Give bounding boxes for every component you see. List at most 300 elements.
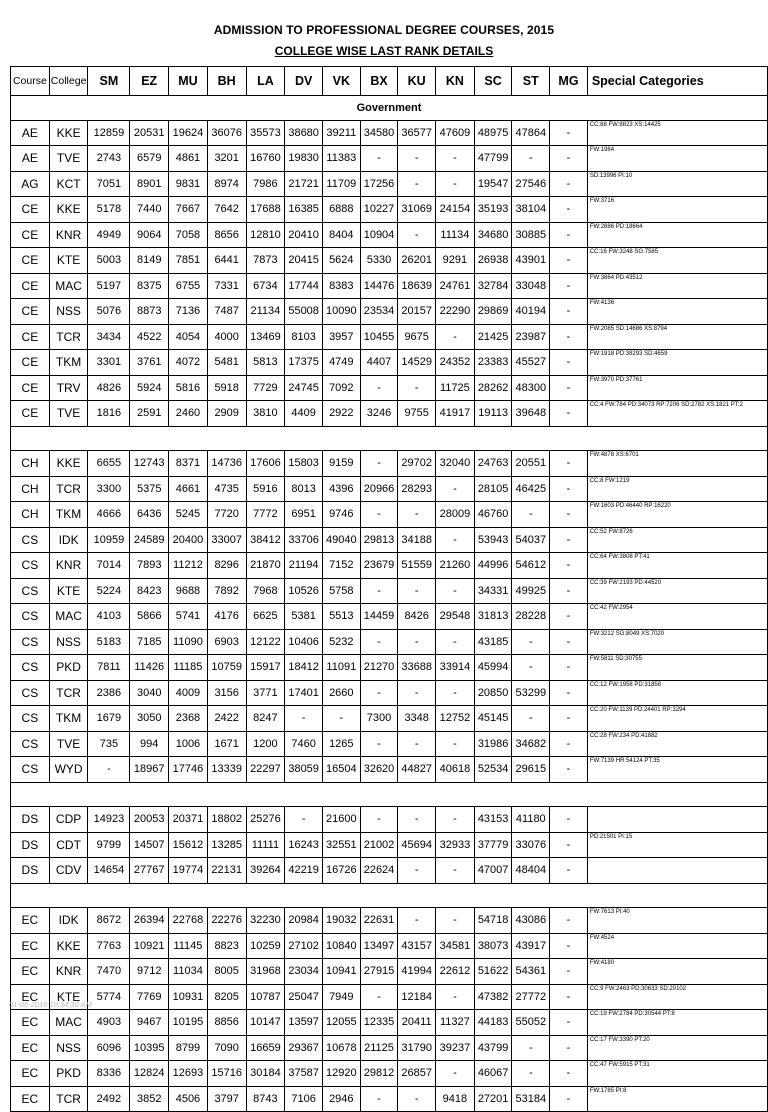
cell-vk: 19032 bbox=[322, 908, 360, 934]
cell-mu: 9688 bbox=[169, 578, 208, 604]
cell-sc: 24763 bbox=[474, 451, 512, 477]
cell-bx: 21002 bbox=[360, 832, 398, 858]
cell-dv: 29367 bbox=[285, 1035, 323, 1061]
cell-course: EC bbox=[11, 908, 50, 934]
cell-st: - bbox=[512, 146, 550, 172]
cell-sc: 38073 bbox=[474, 933, 512, 959]
table-row bbox=[11, 984, 768, 1010]
cell-vk: 2922 bbox=[322, 401, 360, 427]
cell-ku: 33688 bbox=[398, 655, 436, 681]
table-row bbox=[11, 807, 768, 833]
header-ez: EZ bbox=[130, 67, 169, 96]
header-la: LA bbox=[246, 67, 285, 96]
cell-kn: - bbox=[436, 171, 475, 197]
cell-special-categories: CC:52 FW:8726 bbox=[587, 527, 767, 553]
cell-ez: 7185 bbox=[130, 629, 169, 655]
cell-course: DS bbox=[11, 858, 50, 884]
cell-mu: 2368 bbox=[169, 706, 208, 732]
cell-bx: - bbox=[360, 375, 398, 401]
cell-sm: 7051 bbox=[88, 171, 130, 197]
table-row bbox=[11, 655, 768, 681]
cell-sc: 35193 bbox=[474, 197, 512, 223]
cell-college: TVE bbox=[49, 146, 88, 172]
cell-bh: 10759 bbox=[207, 655, 246, 681]
cell-sm: 5183 bbox=[88, 629, 130, 655]
cell-dv: 55008 bbox=[285, 299, 323, 325]
cell-special-categories: FW:7139 HR:54124 PT:35 bbox=[587, 757, 767, 783]
table-row bbox=[11, 706, 768, 732]
cell-mg: - bbox=[550, 527, 588, 553]
document-subtitle: COLLEGE WISE LAST RANK DETAILS bbox=[274, 44, 494, 58]
cell-ku: 36577 bbox=[398, 120, 436, 146]
cell-mu: 5245 bbox=[169, 502, 208, 528]
cell-ez: 20531 bbox=[130, 120, 169, 146]
cell-mu: 7058 bbox=[169, 222, 208, 248]
cell-ez: 7893 bbox=[130, 553, 169, 579]
cell-course: CS bbox=[11, 731, 50, 757]
cell-dv: 8103 bbox=[285, 324, 323, 350]
table-row bbox=[11, 832, 768, 858]
cell-college: NSS bbox=[49, 299, 88, 325]
cell-ku: 26857 bbox=[398, 1061, 436, 1087]
cell-mu: 4661 bbox=[169, 476, 208, 502]
cell-bx: - bbox=[360, 146, 398, 172]
cell-st: 23987 bbox=[512, 324, 550, 350]
cell-sm: 6655 bbox=[88, 451, 130, 477]
cell-vk: 5624 bbox=[322, 248, 360, 274]
cell-kn: 22612 bbox=[436, 959, 475, 985]
cell-bh: 3156 bbox=[207, 680, 246, 706]
cell-kn: - bbox=[436, 984, 475, 1010]
cell-ku: - bbox=[398, 858, 436, 884]
cell-college: TRV bbox=[49, 375, 88, 401]
cell-sc: 47007 bbox=[474, 858, 512, 884]
cell-dv: 21721 bbox=[285, 171, 323, 197]
header-sc: SC bbox=[474, 67, 512, 96]
cell-ez: 14507 bbox=[130, 832, 169, 858]
cell-ez: 5866 bbox=[130, 604, 169, 630]
cell-sm: 5224 bbox=[88, 578, 130, 604]
cell-ku: - bbox=[398, 502, 436, 528]
cell-bx: - bbox=[360, 1086, 398, 1112]
cell-la: 7968 bbox=[246, 578, 285, 604]
table-row bbox=[11, 451, 768, 477]
cell-ku: 9675 bbox=[398, 324, 436, 350]
cell-ez: 8901 bbox=[130, 171, 169, 197]
cell-ez: 9712 bbox=[130, 959, 169, 985]
cell-special-categories: CC:28 FW:234 PD:41882 bbox=[587, 731, 767, 757]
cell-la: 12122 bbox=[246, 629, 285, 655]
cell-kn: 9291 bbox=[436, 248, 475, 274]
cell-special-categories: FW:1603 PD:46440 RP:16220 bbox=[587, 502, 767, 528]
cell-course: DS bbox=[11, 832, 50, 858]
cell-bh: 33007 bbox=[207, 527, 246, 553]
cell-mg: - bbox=[550, 629, 588, 655]
cell-bx: 21270 bbox=[360, 655, 398, 681]
cell-bx: - bbox=[360, 502, 398, 528]
cell-bx: - bbox=[360, 807, 398, 833]
cell-la: 12810 bbox=[246, 222, 285, 248]
cell-sc: 45145 bbox=[474, 706, 512, 732]
cell-dv: 17375 bbox=[285, 350, 323, 376]
cell-special-categories: CC:42 FW:2954 bbox=[587, 604, 767, 630]
cell-bh: 7331 bbox=[207, 273, 246, 299]
cell-la: 7986 bbox=[246, 171, 285, 197]
cell-st: 49925 bbox=[512, 578, 550, 604]
cell-sm: 1816 bbox=[88, 401, 130, 427]
cell-sc: 32784 bbox=[474, 273, 512, 299]
cell-bh: 5918 bbox=[207, 375, 246, 401]
cell-dv: 19830 bbox=[285, 146, 323, 172]
cell-ku: 34188 bbox=[398, 527, 436, 553]
cell-bh: 8656 bbox=[207, 222, 246, 248]
cell-dv: 8013 bbox=[285, 476, 323, 502]
cell-st: 27546 bbox=[512, 171, 550, 197]
cell-mu: 7667 bbox=[169, 197, 208, 223]
cell-college: TKM bbox=[49, 502, 88, 528]
cell-kn: 28009 bbox=[436, 502, 475, 528]
cell-ku: - bbox=[398, 908, 436, 934]
cell-dv: 7106 bbox=[285, 1086, 323, 1112]
cell-college: KKE bbox=[49, 933, 88, 959]
cell-college: KTE bbox=[49, 984, 88, 1010]
cell-sc: 48975 bbox=[474, 120, 512, 146]
cell-la: 35573 bbox=[246, 120, 285, 146]
cell-course: CS bbox=[11, 757, 50, 783]
cell-mg: - bbox=[550, 476, 588, 502]
cell-special-categories: CC:8 FW:1219 bbox=[587, 476, 767, 502]
cell-kn: 11327 bbox=[436, 1010, 475, 1036]
cell-bx: - bbox=[360, 629, 398, 655]
cell-vk: 12920 bbox=[322, 1061, 360, 1087]
cell-sc: 34680 bbox=[474, 222, 512, 248]
cell-college: TCR bbox=[49, 324, 88, 350]
cell-ku: 41994 bbox=[398, 959, 436, 985]
cell-kn: 11725 bbox=[436, 375, 475, 401]
cell-ez: 10395 bbox=[130, 1035, 169, 1061]
cell-ez: 9467 bbox=[130, 1010, 169, 1036]
cell-st: 30885 bbox=[512, 222, 550, 248]
cell-ez: 2591 bbox=[130, 401, 169, 427]
cell-la: 10147 bbox=[246, 1010, 285, 1036]
cell-mu: 4506 bbox=[169, 1086, 208, 1112]
cell-ez: 11426 bbox=[130, 655, 169, 681]
cell-college: TVE bbox=[49, 731, 88, 757]
cell-st: 54361 bbox=[512, 959, 550, 985]
cell-ez: 5924 bbox=[130, 375, 169, 401]
cell-ez: 26394 bbox=[130, 908, 169, 934]
group-spacer bbox=[11, 426, 768, 451]
cell-dv: 21194 bbox=[285, 553, 323, 579]
cell-mu: 17746 bbox=[169, 757, 208, 783]
cell-bh: 36076 bbox=[207, 120, 246, 146]
cell-special-categories: CC:88 FW:8823 XS:14425 bbox=[587, 120, 767, 146]
cell-vk: 8383 bbox=[322, 273, 360, 299]
cell-special-categories: FW:4878 XS:6701 bbox=[587, 451, 767, 477]
cell-special-categories: FW:3716 bbox=[587, 197, 767, 223]
cell-special-categories: FW:1918 PD:38293 SD:4659 bbox=[587, 350, 767, 376]
cell-sc: 26938 bbox=[474, 248, 512, 274]
cell-bh: 13339 bbox=[207, 757, 246, 783]
group-spacer-cell bbox=[11, 883, 768, 908]
cell-sc: 28105 bbox=[474, 476, 512, 502]
cell-college: KNR bbox=[49, 222, 88, 248]
cell-vk: 1265 bbox=[322, 731, 360, 757]
cell-special-categories: CC:64 FW:3808 PT:41 bbox=[587, 553, 767, 579]
cell-bx: 10227 bbox=[360, 197, 398, 223]
cell-ez: 8873 bbox=[130, 299, 169, 325]
table-row bbox=[11, 1086, 768, 1112]
cell-ez: 4522 bbox=[130, 324, 169, 350]
cell-bh: 4735 bbox=[207, 476, 246, 502]
cell-mg: - bbox=[550, 502, 588, 528]
cell-la: 10787 bbox=[246, 984, 285, 1010]
cell-course: CH bbox=[11, 451, 50, 477]
cell-mu: 22768 bbox=[169, 908, 208, 934]
cell-mg: - bbox=[550, 832, 588, 858]
cell-course: EC bbox=[11, 1010, 50, 1036]
cell-vk: 32551 bbox=[322, 832, 360, 858]
cell-special-categories: FW:4524 bbox=[587, 933, 767, 959]
cell-dv: 27102 bbox=[285, 933, 323, 959]
cell-course: CS bbox=[11, 629, 50, 655]
cell-kn: 9418 bbox=[436, 1086, 475, 1112]
cell-sc: 54718 bbox=[474, 908, 512, 934]
cell-college: KKE bbox=[49, 451, 88, 477]
section-row bbox=[11, 96, 768, 121]
cell-sm: - bbox=[88, 757, 130, 783]
cell-college: KTE bbox=[49, 248, 88, 274]
cell-college: KKE bbox=[49, 120, 88, 146]
cell-la: 3771 bbox=[246, 680, 285, 706]
cell-mu: 12693 bbox=[169, 1061, 208, 1087]
cell-ku: 28293 bbox=[398, 476, 436, 502]
cell-course: CS bbox=[11, 680, 50, 706]
cell-bh: 8974 bbox=[207, 171, 246, 197]
cell-dv: 20984 bbox=[285, 908, 323, 934]
cell-course: EC bbox=[11, 1035, 50, 1061]
cell-bh: 8856 bbox=[207, 1010, 246, 1036]
cell-mg: - bbox=[550, 146, 588, 172]
cell-sm: 7470 bbox=[88, 959, 130, 985]
cell-sc: 43799 bbox=[474, 1035, 512, 1061]
cell-course: EC bbox=[11, 959, 50, 985]
table-row bbox=[11, 146, 768, 172]
last-rank-table bbox=[10, 66, 768, 1112]
cell-course: CS bbox=[11, 706, 50, 732]
header-college: College bbox=[49, 67, 88, 96]
cell-kn: 32040 bbox=[436, 451, 475, 477]
cell-mu: 7851 bbox=[169, 248, 208, 274]
table-row bbox=[11, 120, 768, 146]
cell-course: AE bbox=[11, 120, 50, 146]
cell-bx: 10904 bbox=[360, 222, 398, 248]
cell-sm: 4826 bbox=[88, 375, 130, 401]
cell-la: 6625 bbox=[246, 604, 285, 630]
cell-kn: - bbox=[436, 908, 475, 934]
cell-bx: - bbox=[360, 731, 398, 757]
cell-sm: 14923 bbox=[88, 807, 130, 833]
cell-mu: 11090 bbox=[169, 629, 208, 655]
cell-mg: - bbox=[550, 655, 588, 681]
cell-course: CE bbox=[11, 324, 50, 350]
cell-bx: 14476 bbox=[360, 273, 398, 299]
cell-mg: - bbox=[550, 858, 588, 884]
table-row bbox=[11, 1035, 768, 1061]
table-row bbox=[11, 933, 768, 959]
cell-dv: 4409 bbox=[285, 401, 323, 427]
cell-sc: 44183 bbox=[474, 1010, 512, 1036]
header-bx: BX bbox=[360, 67, 398, 96]
cell-vk: 39211 bbox=[322, 120, 360, 146]
cell-special-categories: FW:2085 SD:14686 XS:8794 bbox=[587, 324, 767, 350]
cell-vk: 7152 bbox=[322, 553, 360, 579]
cell-dv: 7460 bbox=[285, 731, 323, 757]
cell-ez: 994 bbox=[130, 731, 169, 757]
cell-course: CH bbox=[11, 502, 50, 528]
cell-sc: 31813 bbox=[474, 604, 512, 630]
cell-dv: 25047 bbox=[285, 984, 323, 1010]
document-title: ADMISSION TO PROFESSIONAL DEGREE COURSES, 2015 bbox=[213, 23, 555, 37]
cell-sm: 14654 bbox=[88, 858, 130, 884]
cell-special-categories: FW:3864 PD:43512 bbox=[587, 273, 767, 299]
cell-vk: 9746 bbox=[322, 502, 360, 528]
cell-vk: 10840 bbox=[322, 933, 360, 959]
cell-course: CE bbox=[11, 401, 50, 427]
cell-special-categories: FW:1785 PI:8 bbox=[587, 1086, 767, 1112]
cell-bx: 22624 bbox=[360, 858, 398, 884]
cell-sc: 47382 bbox=[474, 984, 512, 1010]
cell-la: 7729 bbox=[246, 375, 285, 401]
cell-vk: 5513 bbox=[322, 604, 360, 630]
cell-vk: 49040 bbox=[322, 527, 360, 553]
cell-kn: - bbox=[436, 680, 475, 706]
cell-st: 54612 bbox=[512, 553, 550, 579]
cell-dv: 5381 bbox=[285, 604, 323, 630]
cell-course: EC bbox=[11, 984, 50, 1010]
cell-course: CE bbox=[11, 222, 50, 248]
cell-sc: 51622 bbox=[474, 959, 512, 985]
cell-ku: 20157 bbox=[398, 299, 436, 325]
table-row bbox=[11, 604, 768, 630]
cell-ku: 14529 bbox=[398, 350, 436, 376]
cell-vk: 9159 bbox=[322, 451, 360, 477]
cell-kn: 24761 bbox=[436, 273, 475, 299]
cell-st: 54037 bbox=[512, 527, 550, 553]
cell-bh: 8296 bbox=[207, 553, 246, 579]
table-row bbox=[11, 680, 768, 706]
table-row bbox=[11, 578, 768, 604]
table-row bbox=[11, 197, 768, 223]
cell-la: 16659 bbox=[246, 1035, 285, 1061]
cell-course: CE bbox=[11, 299, 50, 325]
cell-la: 17688 bbox=[246, 197, 285, 223]
cell-la: 7772 bbox=[246, 502, 285, 528]
cell-mg: - bbox=[550, 401, 588, 427]
cell-st: 46425 bbox=[512, 476, 550, 502]
cell-sc: 27201 bbox=[474, 1086, 512, 1112]
cell-sm: 2492 bbox=[88, 1086, 130, 1112]
cell-mg: - bbox=[550, 1086, 588, 1112]
cell-mu: 8799 bbox=[169, 1035, 208, 1061]
cell-st: 45527 bbox=[512, 350, 550, 376]
cell-sc: 37779 bbox=[474, 832, 512, 858]
cell-special-categories bbox=[587, 807, 767, 833]
table-row bbox=[11, 757, 768, 783]
table-row bbox=[11, 324, 768, 350]
header-mu: MU bbox=[169, 67, 208, 96]
cell-mu: 7136 bbox=[169, 299, 208, 325]
cell-special-categories: CC:39 FW:2193 PD:44520 bbox=[587, 578, 767, 604]
table-row bbox=[11, 350, 768, 376]
cell-sm: 7014 bbox=[88, 553, 130, 579]
cell-bh: 7892 bbox=[207, 578, 246, 604]
cell-bx: 27915 bbox=[360, 959, 398, 985]
cell-sc: 20850 bbox=[474, 680, 512, 706]
cell-vk: 7092 bbox=[322, 375, 360, 401]
cell-mg: - bbox=[550, 984, 588, 1010]
cell-dv: 15803 bbox=[285, 451, 323, 477]
cell-college: KCT bbox=[49, 171, 88, 197]
cell-kn: 39237 bbox=[436, 1035, 475, 1061]
header-bh: BH bbox=[207, 67, 246, 96]
cell-sc: 44996 bbox=[474, 553, 512, 579]
cell-dv: 17744 bbox=[285, 273, 323, 299]
cell-vk: 5232 bbox=[322, 629, 360, 655]
cell-ez: 27767 bbox=[130, 858, 169, 884]
cell-ez: 3761 bbox=[130, 350, 169, 376]
cell-ez: 10921 bbox=[130, 933, 169, 959]
cell-st: - bbox=[512, 1061, 550, 1087]
cell-ku: - bbox=[398, 222, 436, 248]
cell-dv: 16385 bbox=[285, 197, 323, 223]
header-mg: MG bbox=[550, 67, 588, 96]
cell-vk: - bbox=[322, 706, 360, 732]
cell-ez: 8423 bbox=[130, 578, 169, 604]
cell-bx: - bbox=[360, 578, 398, 604]
cell-bx: 29812 bbox=[360, 1061, 398, 1087]
cell-sc: 47799 bbox=[474, 146, 512, 172]
cell-sm: 3434 bbox=[88, 324, 130, 350]
cell-vk: 11709 bbox=[322, 171, 360, 197]
cell-la: 5813 bbox=[246, 350, 285, 376]
cell-la: 21134 bbox=[246, 299, 285, 325]
cell-bh: 15716 bbox=[207, 1061, 246, 1087]
cell-sm: 735 bbox=[88, 731, 130, 757]
cell-special-categories: FW:7613 PI:40 bbox=[587, 908, 767, 934]
cell-mu: 2460 bbox=[169, 401, 208, 427]
cell-mg: - bbox=[550, 299, 588, 325]
table-row bbox=[11, 476, 768, 502]
cell-course: CS bbox=[11, 553, 50, 579]
cell-ez: 20053 bbox=[130, 807, 169, 833]
cell-ku: - bbox=[398, 807, 436, 833]
cell-la: 17606 bbox=[246, 451, 285, 477]
cell-st: 48404 bbox=[512, 858, 550, 884]
cell-st: 55052 bbox=[512, 1010, 550, 1036]
cell-special-categories: FW:3970 PD:37761 bbox=[587, 375, 767, 401]
cell-course: CS bbox=[11, 578, 50, 604]
cell-mg: - bbox=[550, 120, 588, 146]
cell-bh: 6903 bbox=[207, 629, 246, 655]
cell-mg: - bbox=[550, 959, 588, 985]
cell-mg: - bbox=[550, 933, 588, 959]
cell-st: 41180 bbox=[512, 807, 550, 833]
cell-mg: - bbox=[550, 731, 588, 757]
cell-ku: 44827 bbox=[398, 757, 436, 783]
cell-kn: 32933 bbox=[436, 832, 475, 858]
cell-mg: - bbox=[550, 171, 588, 197]
